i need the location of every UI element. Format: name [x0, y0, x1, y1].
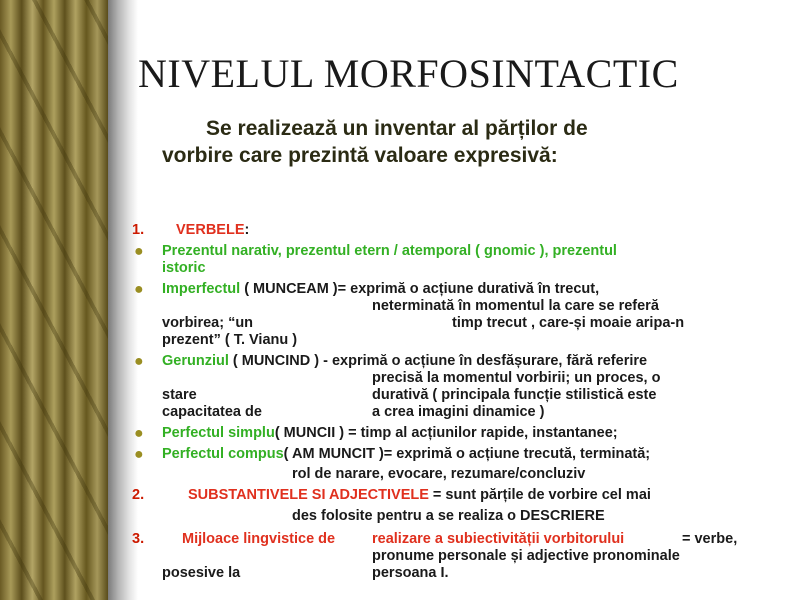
slide-content: [132, 222, 772, 586]
bullet-item-imperfectul: ● Imperfectul ( MUNCEAM )= exprimă o acțiune durativă în trecut, neterminată în momentul la care se referă vorbirea; “un timp trecut , care-și moaie aripa-n prezent” ( T. Vianu ): [134, 281, 685, 348]
bullet-icon: ●: [134, 446, 144, 463]
bullet-item-perfectul-simplu: ● Perfectul simplu( MUNCII ) = timp al acțiunilor rapide, instantanee;: [134, 425, 618, 442]
item-heading: VERBELE: [176, 222, 245, 238]
item-heading: SUBSTANTIVELE SI ADJECTIVELE: [188, 487, 429, 503]
slide-subtitle: [162, 115, 762, 169]
subtitle-line-2: vorbire care prezintă valoare expresivă:: [162, 144, 558, 167]
numbered-item-verbele: 1. VERBELE:: [132, 222, 250, 238]
item-heading-cont: realizare a subiectivității vorbitorului: [372, 531, 625, 547]
numbered-item-mijloace: 3. Mijloace lingvistice de realizare a subiectivității vorbitorului = verbe, pronume personale și adjective pronominale posesive la persoana I.: [132, 531, 738, 581]
bullet-icon: ●: [134, 243, 144, 260]
bullet-icon: ●: [134, 281, 144, 298]
numbered-item-substantivele: 2. SUBSTANTIVELE SI ADJECTIVELE = sunt părțile de vorbire cel mai des folosite pentru a se realiza o DESCRIERE: [132, 487, 651, 524]
bullet-icon: ●: [134, 353, 144, 370]
subtitle-line-1: Se realizează un inventar al părților de: [206, 117, 588, 140]
item-label: Imperfectul: [162, 281, 241, 297]
item-label: Perfectul compus: [162, 446, 284, 462]
item-number: 1.: [132, 222, 145, 238]
bullet-item-perfectul-compus: ● Perfectul compus( AM MUNCIT )= exprimă o acțiune trecută, terminată; rol de narare, evocare, rezumare/concluziv: [134, 446, 651, 482]
decorative-stripe-border: [0, 0, 108, 600]
slide-title: NIVELUL MORFOSINTACTIC: [138, 51, 679, 96]
item-heading: Mijloace lingvistice de: [182, 531, 336, 547]
item-label: Gerunziul: [162, 353, 229, 369]
bullet-icon: ●: [134, 425, 144, 442]
bullet-item-gerunziul: ● Gerunziul ( MUNCIND ) - exprimă o acțiune în desfășurare, fără referire precisă la momentul vorbirii; un proces, o stare durativă ( principala funcție stilistică este capacitatea de a crea imagini dinamice ): [134, 353, 661, 420]
item-number: 3.: [132, 531, 145, 547]
bullet-item-prezentul: ● Prezentul narativ, prezentul etern / atemporal ( gnomic ), prezentul istoric: [134, 243, 617, 276]
item-label: Perfectul simplu: [162, 425, 275, 441]
item-number: 2.: [132, 487, 145, 503]
